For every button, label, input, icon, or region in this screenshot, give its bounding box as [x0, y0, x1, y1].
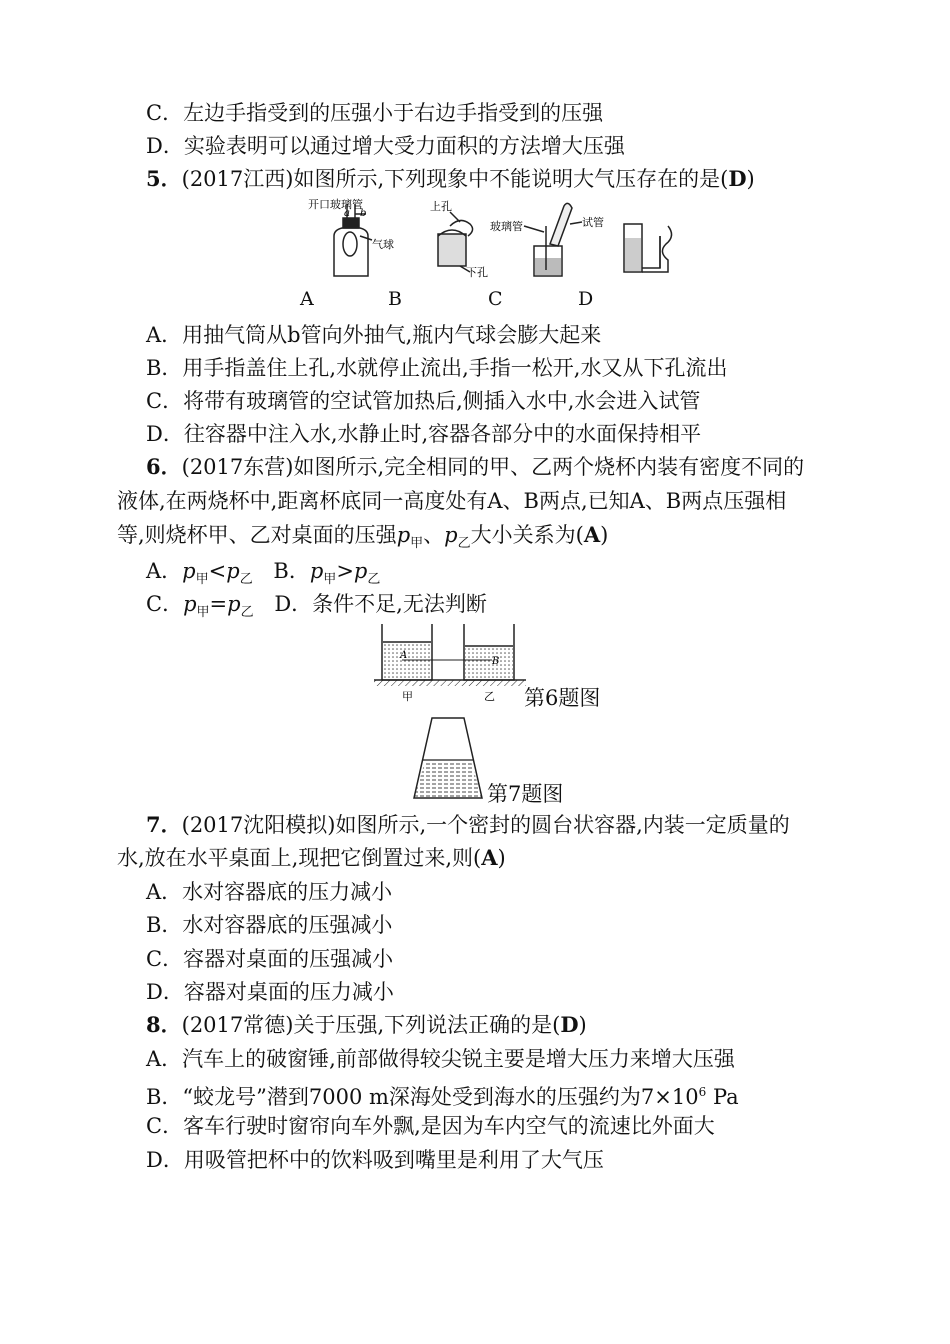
q8-option-c: C．客车行驶时窗帘向车外飘,是因为车内空气的流速比外面大 — [146, 1114, 715, 1138]
q7-figure-drawing — [408, 714, 488, 802]
eq-sign: = — [209, 592, 228, 616]
fig-c-label-right: 试管 — [582, 216, 604, 229]
q8-option-b-unit: Pa — [706, 1085, 739, 1109]
fig-a-label-balloon: 气球 — [372, 238, 394, 251]
q5-figure — [300, 196, 700, 316]
q8-option-d: D．用吸管把杯中的饮料吸到嘴里是利用了大气压 — [146, 1148, 604, 1172]
sub-yi: 乙 — [457, 536, 471, 551]
q6-figure — [372, 620, 532, 702]
p-symbol: p — [444, 523, 458, 547]
q7-stem-line1 — [146, 810, 790, 840]
fig-point-b: B — [492, 656, 500, 667]
sub-yi: 乙 — [240, 605, 254, 620]
q6-stem-text1: (2017东营)如图所示,完全相同的甲、乙两个烧杯内装有密度不同的 — [181, 455, 805, 479]
q7-option-c: C．容器对桌面的压强减小 — [146, 947, 394, 971]
q8-stem — [146, 1010, 587, 1040]
q5-close: ) — [746, 167, 755, 191]
q8-option-b-exponent: 6 — [698, 1085, 707, 1099]
sub-jia: 甲 — [195, 572, 209, 587]
p-symbol: p — [353, 559, 368, 583]
q6-close: ) — [600, 523, 609, 547]
q7-option-b: B．水对容器底的压强减小 — [146, 913, 393, 937]
q6-opt-d: D．条件不足,无法判断 — [274, 592, 487, 616]
q6-stem-text3b: 大小关系为( — [470, 523, 584, 547]
q6-opt-b-label: B． — [273, 559, 310, 583]
gt-sign: > — [336, 559, 354, 583]
table-surface — [374, 680, 526, 686]
q5-option-d: D．往容器中注入水,水静止时,容器各部分中的水面保持相平 — [146, 422, 702, 446]
fig-b-label-bottom: 下孔 — [466, 266, 488, 279]
q8-close: ) — [578, 1013, 587, 1037]
p-symbol: p — [183, 592, 197, 616]
q5-stem-text: (2017江西)如图所示,下列现象中不能说明大气压存在的是( — [181, 167, 729, 191]
fig-b-label-top: 上孔 — [430, 200, 452, 213]
q6-number: 6． — [146, 454, 182, 479]
q6-stem-line3: 等,则烧杯甲、乙对桌面的压强$p_甲$、$p_乙$大小关系为(A) — [117, 522, 609, 551]
q6-stem-line2: 液体,在两烧杯中,距离杯底同一高度处有A、B两点,已知A、B两点压强相 — [117, 489, 787, 513]
q6-stem-line1 — [146, 452, 804, 482]
fig-a-label-b: b — [360, 208, 367, 219]
q7-option-d: D．容器对桌面的压力减小 — [146, 980, 394, 1004]
q8-option-a: A．汽车上的破窗锤,前部做得较尖锐主要是增大压力来增大压强 — [146, 1047, 735, 1071]
fig-letter-b: B — [388, 288, 402, 310]
q7-close: ) — [497, 846, 506, 870]
p-symbol: p — [182, 559, 196, 583]
q8-answer: D — [560, 1012, 579, 1037]
q7-number: 7． — [146, 812, 182, 837]
fig-point-a: A — [400, 650, 408, 661]
fig-label-yi: 乙 — [484, 690, 495, 702]
sub-jia: 甲 — [323, 572, 337, 587]
sub-jia: 甲 — [196, 605, 210, 620]
q5-option-b: B．用手指盖住上孔,水就停止流出,手指一松开,水又从下孔流出 — [146, 356, 728, 380]
q7-caption: 第7题图 — [487, 782, 564, 806]
q5-number: 5． — [146, 166, 182, 191]
p-symbol: p — [396, 523, 411, 547]
q6-options-cd — [146, 589, 487, 623]
q6-opt-a-label: A． — [146, 559, 183, 583]
fig-label-jia: 甲 — [402, 690, 413, 702]
fig-letter-c: C — [488, 288, 503, 310]
q5-figure-drawing — [300, 196, 700, 286]
fig-a-label-top: 开口玻璃管 — [308, 198, 363, 211]
fig-c-label-left: 玻璃管 — [490, 220, 523, 233]
q7-stem-text2: 水,放在水平桌面上,现把它倒置过来,则( — [117, 846, 482, 870]
fig-d-vessels — [624, 224, 672, 272]
beaker-yi — [464, 624, 514, 680]
q7-stem-line2 — [117, 843, 506, 873]
p-symbol: p — [226, 559, 240, 583]
q6-options-ab — [146, 556, 380, 590]
q5-stem — [146, 164, 755, 194]
q6-answer: A — [583, 522, 601, 547]
p-symbol: p — [309, 559, 324, 583]
q4-option-d: D．实验表明可以通过增大受力面积的方法增大压强 — [146, 134, 625, 158]
fig-letter-d: D — [578, 288, 594, 310]
q7-stem-text1: (2017沈阳模拟)如图所示,一个密封的圆台状容器,内装一定质量的 — [181, 813, 790, 837]
fig-a-label-a: a — [344, 208, 350, 219]
q7-option-a: A．水对容器底的压力减小 — [146, 880, 393, 904]
p-symbol: p — [227, 592, 241, 616]
sub-jia: 甲 — [410, 536, 424, 551]
q4-option-c: C．左边手指受到的压强小于右边手指受到的压强 — [146, 101, 604, 125]
fig-letter-a: A — [300, 288, 314, 310]
q8-option-b-text: B．“蛟龙号”潜到7000 m深海处受到海水的压强约为7×10 — [146, 1085, 699, 1109]
fig-c-beaker — [524, 203, 582, 276]
q6-caption: 第6题图 — [524, 686, 601, 710]
q8-option-b — [146, 1077, 739, 1112]
fig-b-cup — [438, 212, 473, 272]
q6-figure-drawing — [372, 620, 532, 702]
q5-option-c: C．将带有玻璃管的空试管加热后,侧插入水中,水会进入试管 — [146, 389, 701, 413]
q5-option-a: A．用抽气筒从b管向外抽气,瓶内气球会膨大起来 — [146, 323, 602, 347]
q6-opt-c-label: C． — [146, 592, 184, 616]
sub-yi: 乙 — [367, 572, 381, 587]
q8-stem-text: (2017常德)关于压强,下列说法正确的是( — [181, 1013, 561, 1037]
q8-number: 8． — [146, 1012, 182, 1037]
sub-yi: 乙 — [239, 572, 253, 587]
lt-sign: < — [208, 559, 227, 583]
q6-stem-text3a: 等,则烧杯甲、乙对桌面的压强 — [117, 523, 397, 547]
q5-answer: D — [728, 166, 747, 191]
q7-figure — [408, 714, 488, 802]
q7-answer: A — [481, 845, 498, 870]
